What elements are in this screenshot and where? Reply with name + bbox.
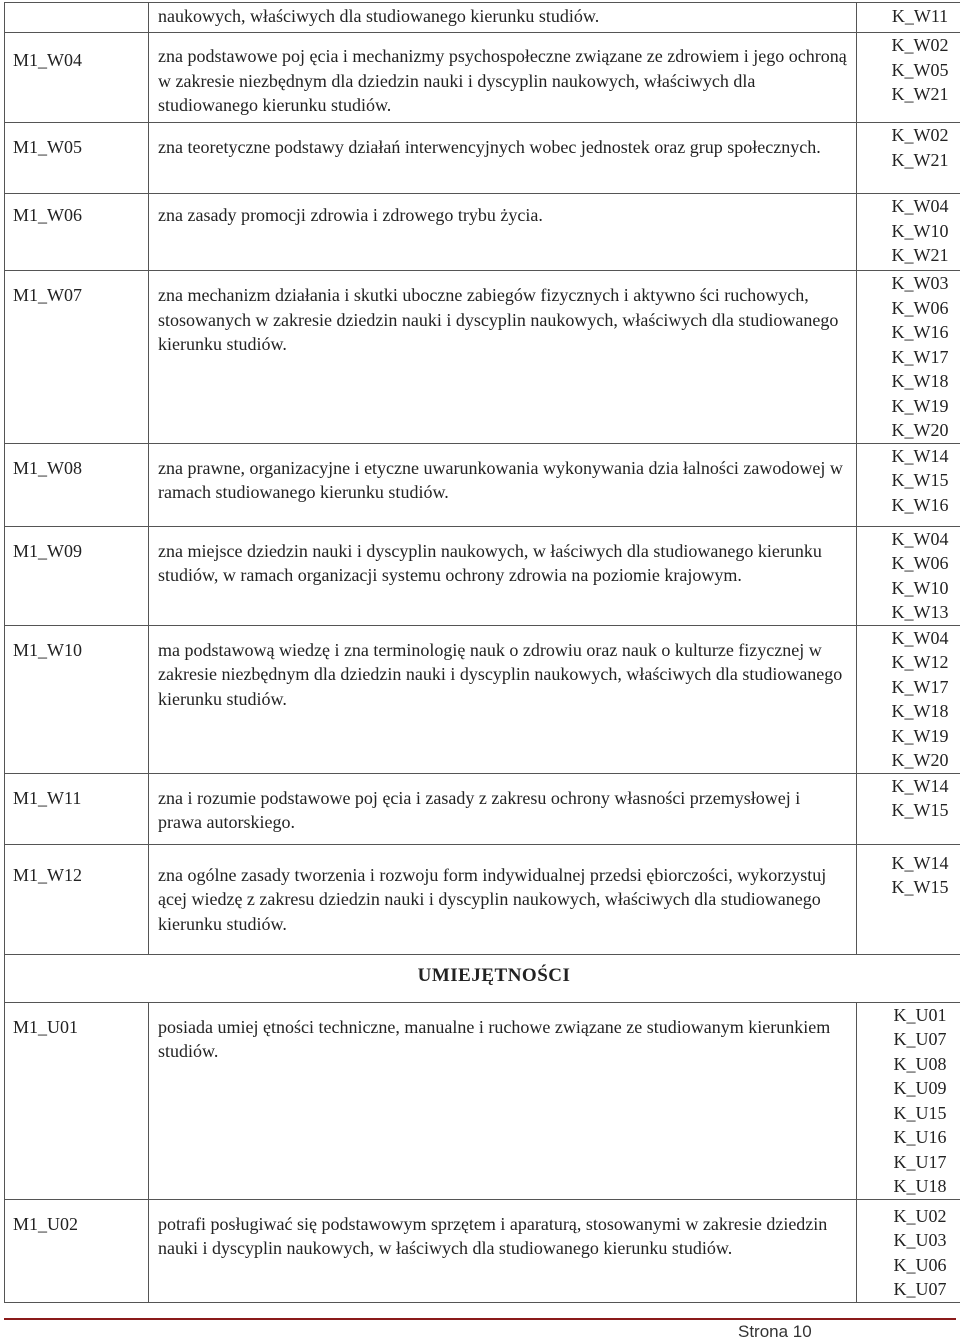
- table-row: [5, 1199, 960, 1302]
- ref-code: K_W10: [891, 577, 949, 598]
- outcome-description: zna prawne, organizacyjne i etyczne uwarunkowania wykonywania dzia łalności zawodowej w ramach studiowanego kierunku studiów.: [149, 443, 857, 526]
- outcome-description: zna zasady promocji zdrowia i zdrowego trybu życia.: [149, 194, 857, 271]
- ref-code: K_U18: [893, 1176, 947, 1196]
- ref-code: K_W18: [891, 701, 949, 721]
- ref-code: K_W14: [891, 852, 949, 873]
- ref-code: K_U09: [893, 1078, 947, 1098]
- ref-code: K_W14: [891, 775, 949, 796]
- section-heading: UMIEJĘTNOŚCI: [5, 954, 960, 1002]
- outcome-code: [5, 3, 149, 33]
- ref-code: K_W11: [891, 6, 949, 26]
- ref-code: K_W04: [891, 196, 949, 216]
- ref-code: K_U07: [893, 1029, 947, 1049]
- outcome-description: ma podstawową wiedzę i zna terminologię nauk o zdrowiu oraz nauk o kulturze fizycznej w zakresie niezbędnym dla dziedzin nauki i dyscyplin naukowych, właściwych dla studiowanego kierunku studiów.: [149, 625, 857, 773]
- ref-code: K_W15: [891, 470, 949, 490]
- section-heading-row: [5, 954, 960, 1002]
- ref-code: K_W06: [891, 553, 949, 573]
- outcome-refs: [857, 271, 960, 444]
- outcome-code: M1_W07: [5, 271, 149, 444]
- ref-code: K_W16: [891, 322, 949, 342]
- ref-code: K_W19: [891, 725, 949, 746]
- table-row: [5, 526, 960, 625]
- ref-code: K_W18: [891, 371, 949, 391]
- outcome-description: naukowych, właściwych dla studiowanego kierunku studiów.: [149, 3, 857, 33]
- learning-outcomes-table: [4, 2, 960, 1303]
- outcome-description: zna mechanizm działania i skutki uboczne zabiegów fizycznych i aktywno ści ruchowych, stosowanych w zakresie dziedzin nauki i dyscyplin naukowych, właściwych dla studiowanego kierunku studiów.: [149, 271, 857, 444]
- ref-code: K_U08: [893, 1053, 947, 1074]
- outcome-refs: [857, 194, 960, 271]
- outcome-code: M1_W10: [5, 625, 149, 773]
- ref-code: K_W13: [891, 602, 949, 622]
- outcome-description: zna i rozumie podstawowe poj ęcia i zasady z zakresu ochrony własności przemysłowej i prawa autorskiego.: [149, 773, 857, 844]
- table-row: [5, 3, 960, 33]
- ref-code: K_W21: [891, 149, 949, 170]
- outcome-code: M1_W04: [5, 33, 149, 123]
- outcome-refs: [857, 123, 960, 194]
- ref-code: K_W05: [891, 59, 949, 80]
- outcome-code: M1_W12: [5, 844, 149, 954]
- ref-code: K_U01: [893, 1004, 947, 1025]
- outcome-refs: [857, 33, 960, 123]
- ref-code: K_W02: [891, 125, 949, 145]
- table-row: [5, 123, 960, 194]
- table-row: [5, 271, 960, 444]
- outcome-refs: [857, 844, 960, 954]
- outcome-code: M1_W11: [5, 773, 149, 844]
- outcome-description: potrafi posługiwać się podstawowym sprzętem i aparaturą, stosowanymi w zakresie dziedzin nauki i dyscyplin naukowych, w łaściwych dla studiowanego kierunku studiów.: [149, 1199, 857, 1302]
- page-number: Strona 10: [738, 1322, 812, 1341]
- ref-code: K_W04: [891, 627, 949, 648]
- outcome-code: M1_W08: [5, 443, 149, 526]
- outcome-refs: [857, 773, 960, 844]
- ref-code: K_U02: [893, 1205, 947, 1226]
- ref-code: K_U15: [893, 1102, 947, 1123]
- ref-code: K_U07: [893, 1279, 947, 1299]
- outcome-description: zna teoretyczne podstawy działań interwencyjnych wobec jednostek oraz grup społecznych.: [149, 123, 857, 194]
- table-row: [5, 194, 960, 271]
- table-row: [5, 625, 960, 773]
- ref-code: K_U17: [893, 1151, 947, 1172]
- ref-code: K_W15: [891, 800, 949, 820]
- ref-code: K_W03: [891, 273, 949, 293]
- ref-code: K_W17: [891, 346, 949, 367]
- ref-code: K_W15: [891, 877, 949, 897]
- outcome-refs: [857, 3, 960, 33]
- outcome-code: M1_W05: [5, 123, 149, 194]
- outcome-refs: [857, 1002, 960, 1199]
- outcome-description: zna ogólne zasady tworzenia i rozwoju form indywidualnej przedsi ębiorczości, wykorzystuj ącej wiedzę z zakresu dziedzin nauki i dyscyplin naukowych, właściwych dla studiowanego kierunku studiów.: [149, 844, 857, 954]
- ref-code: K_W10: [891, 220, 949, 241]
- ref-code: K_U16: [893, 1127, 947, 1147]
- ref-code: K_W17: [891, 676, 949, 697]
- ref-code: K_W14: [891, 445, 949, 466]
- ref-code: K_W21: [891, 84, 949, 104]
- outcome-description: zna miejsce dziedzin nauki i dyscyplin naukowych, w łaściwych dla studiowanego kierunku studiów, w ramach organizacji systemu ochrony zdrowia na poziomie krajowym.: [149, 526, 857, 625]
- ref-code: K_W04: [891, 528, 949, 549]
- ref-code: K_W20: [891, 750, 949, 770]
- ref-code: K_W12: [891, 652, 949, 672]
- outcome-refs: [857, 526, 960, 625]
- outcome-refs: [857, 1199, 960, 1302]
- ref-code: K_W02: [891, 35, 949, 55]
- ref-code: K_W16: [891, 494, 949, 515]
- footer-divider: [4, 1318, 956, 1320]
- table-row: [5, 773, 960, 844]
- outcome-code: M1_U01: [5, 1002, 149, 1199]
- table-row: [5, 33, 960, 123]
- ref-code: K_W21: [891, 245, 949, 265]
- outcome-code: M1_W09: [5, 526, 149, 625]
- outcome-description: zna podstawowe poj ęcia i mechanizmy psychospołeczne związane ze zdrowiem i jego ochroną w zakresie niezbędnym dla dziedzin nauki i dyscyplin naukowych, właściwych dla studiowanego kierunku studiów.: [149, 33, 857, 123]
- outcome-refs: [857, 625, 960, 773]
- ref-code: K_W06: [891, 297, 949, 318]
- outcome-code: M1_U02: [5, 1199, 149, 1302]
- table-row: [5, 443, 960, 526]
- table-row: [5, 1002, 960, 1199]
- table-row: [5, 844, 960, 954]
- outcome-refs: [857, 443, 960, 526]
- outcome-code: M1_W06: [5, 194, 149, 271]
- ref-code: K_W19: [891, 395, 949, 416]
- ref-code: K_U03: [893, 1230, 947, 1250]
- ref-code: K_U06: [893, 1254, 947, 1275]
- ref-code: K_W20: [891, 420, 949, 440]
- outcome-description: posiada umiej ętności techniczne, manualne i ruchowe związane ze studiowanym kierunkiem studiów.: [149, 1002, 857, 1199]
